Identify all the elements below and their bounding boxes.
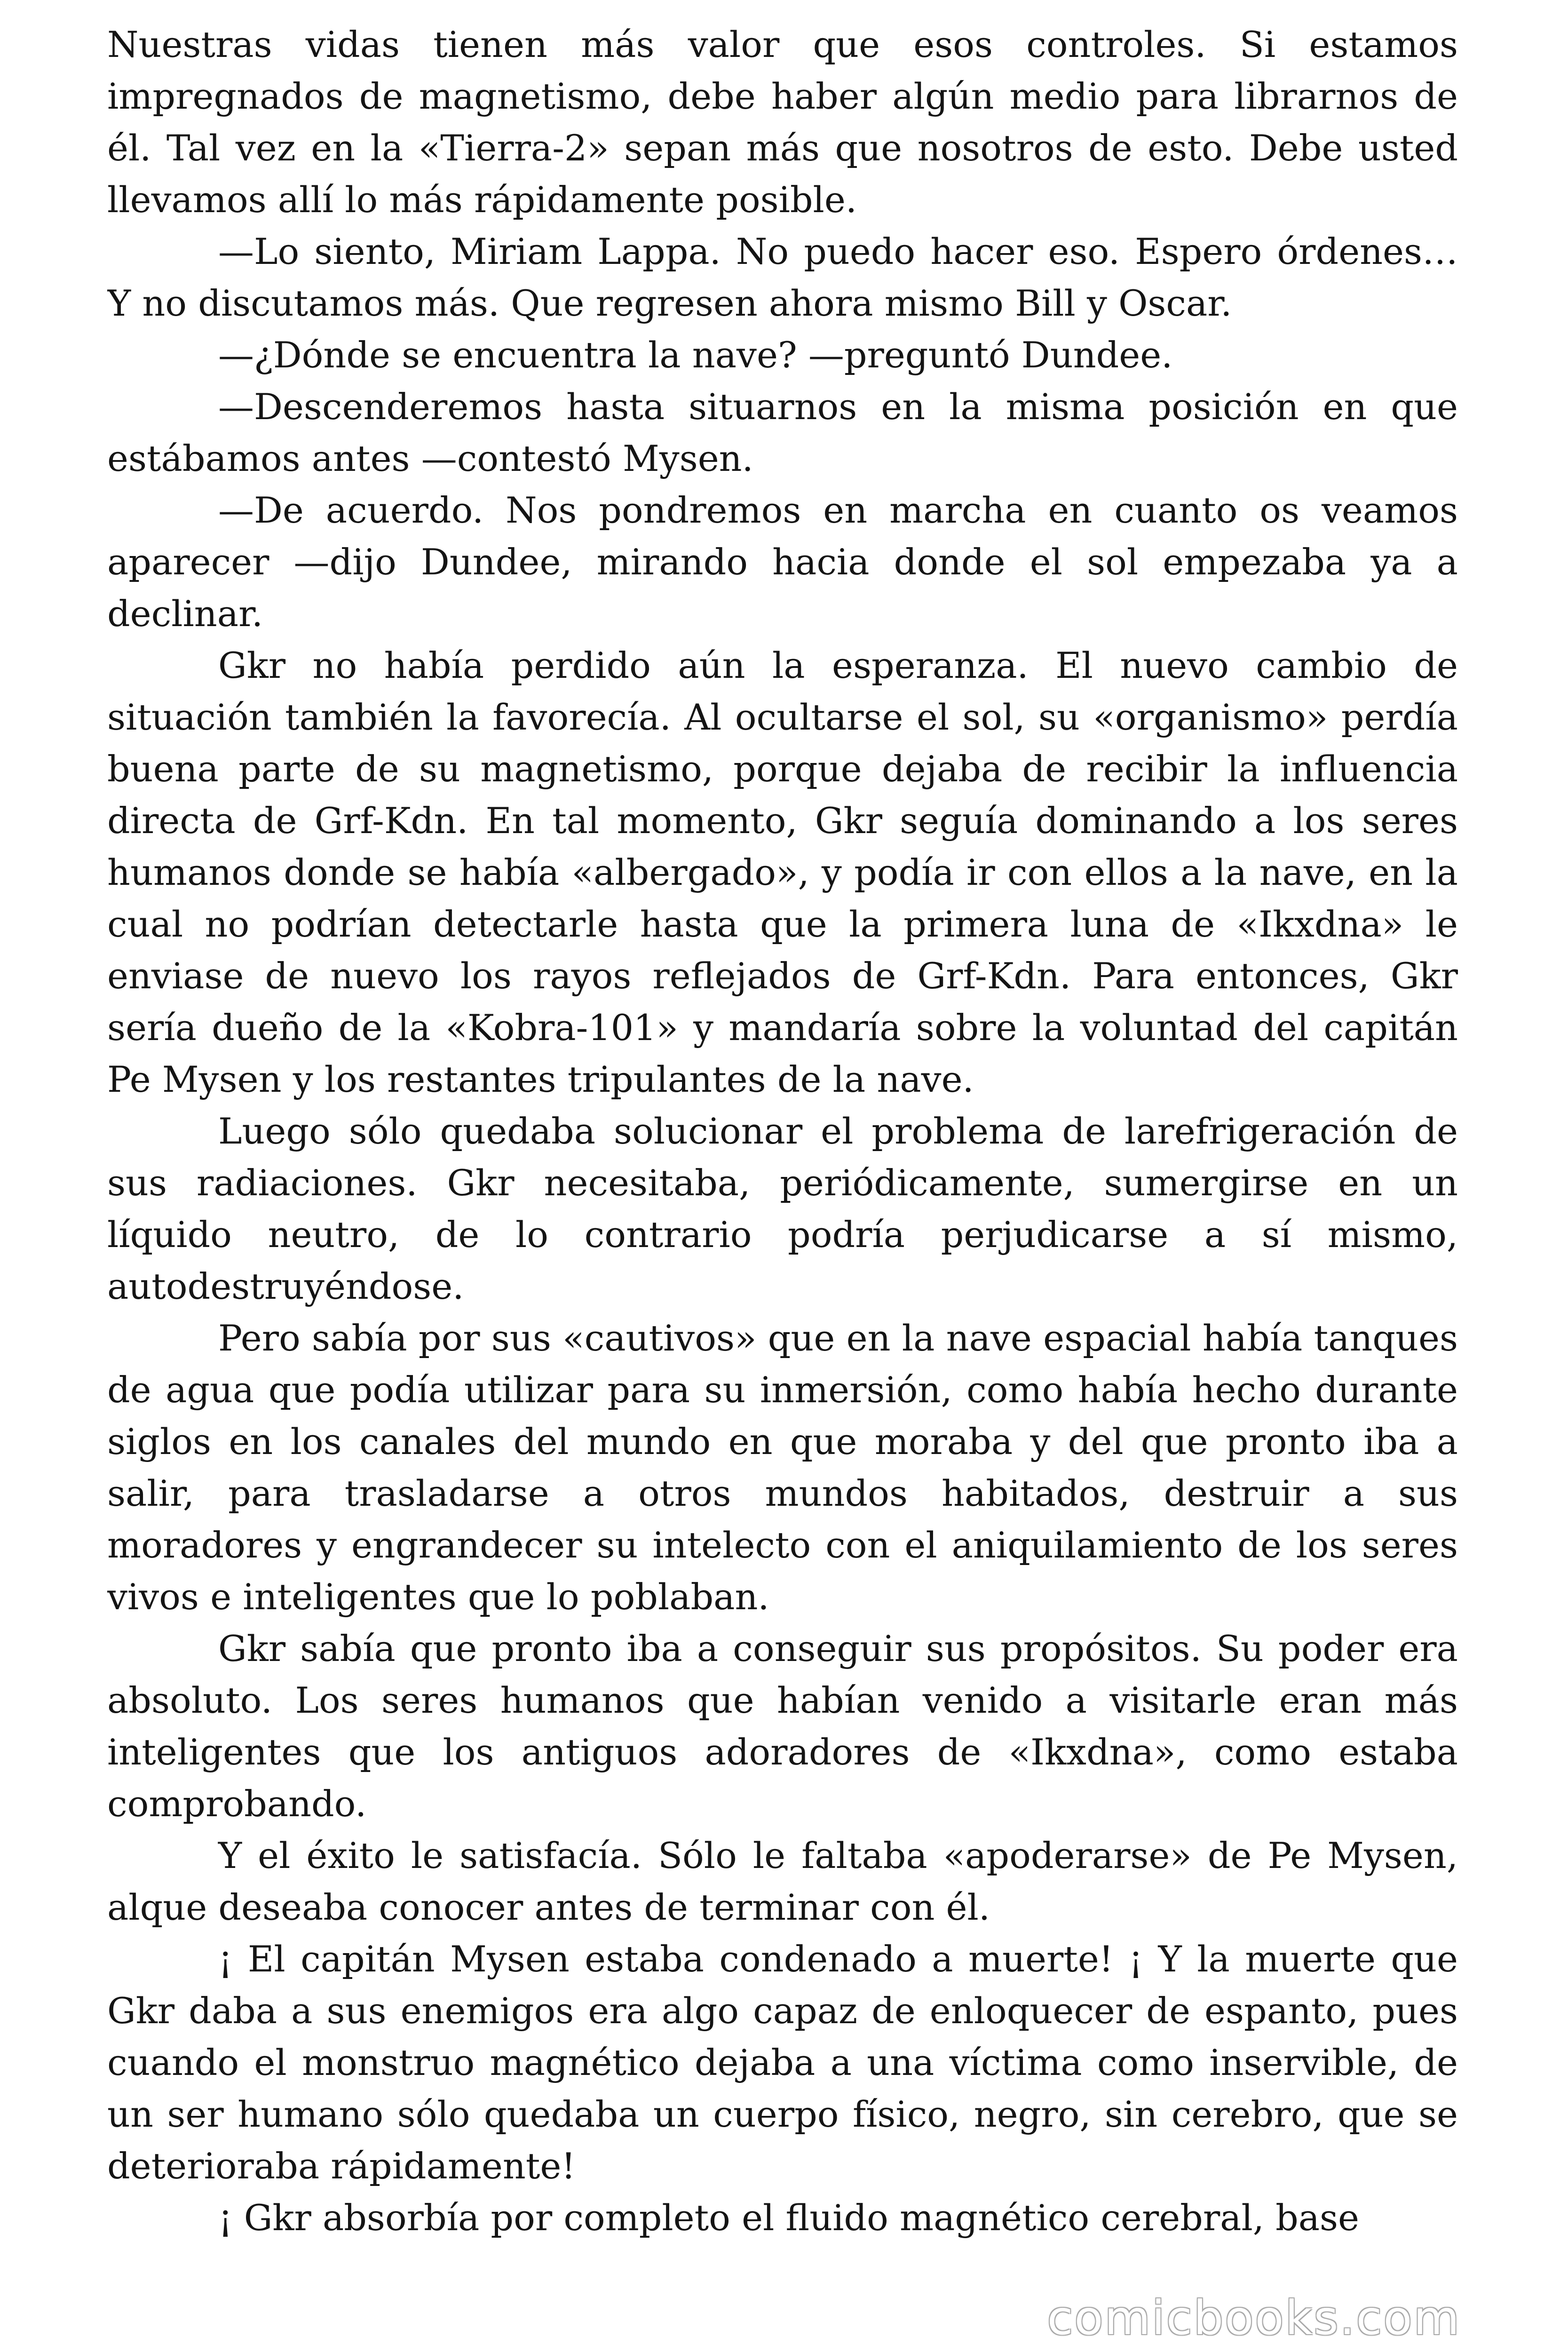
paragraph: Gkr sabía que pronto iba a conseguir sus propósitos. Su poder era absoluto. Los seres humanos que habían venido a visitarle eran más inteligentes que los antiguos adoradores de «Ikxdna», como estaba comprobando. xyxy=(107,1628,1458,1825)
paragraph: Y el éxito le satisfacía. Sólo le faltaba «apoderarse» de Pe Mysen, alque deseaba conocer antes de terminar con él. xyxy=(107,1835,1458,1928)
book-page xyxy=(107,19,1458,2343)
paragraph: Gkr no había perdido aún la esperanza. El nuevo cambio de situación también la favorecía. Al ocultarse el sol, su «organismo» perdía buena parte de su magnetismo, porque dejaba de recibir la influencia directa de Grf-Kdn. En tal momento, Gkr seguía dominando a los seres humanos donde se había «albergado», y podía ir con ellos a la nave, en la cual no podrían detectarle hasta que la primera luna de «Ikxdna» le enviase de nuevo los rayos reflejados de Grf-Kdn. Para entonces, Gkr sería dueño de la «Kobra-101» y mandaría sobre la voluntad del capitán Pe Mysen y los restantes tripulantes de la nave. xyxy=(107,644,1458,1100)
paragraph: ¡ Gkr absorbía por completo el fluido magnético cerebral, base xyxy=(218,2197,1360,2239)
paragraph: —¿Dónde se encuentra la nave? —preguntó Dundee. xyxy=(218,334,1173,376)
page-text-body xyxy=(107,19,1458,2244)
watermark-logo: comicbooks.com xyxy=(1047,2290,1461,2345)
paragraph: —Descenderemos hasta situarnos en la misma posición en que estábamos antes —contestó Mysen. xyxy=(107,386,1458,479)
paragraph: ¡ El capitán Mysen estaba condenado a muerte! ¡ Y la muerte que Gkr daba a sus enemigos era algo capaz de enloquecer de espanto, pues cuando el monstruo magnético dejaba a una víctima como inservible, de un ser humano sólo quedaba un cuerpo físico, negro, sin cerebro, que se deterioraba rápidamente! xyxy=(107,1938,1458,2187)
paragraph: Pero sabía por sus «cautivos» que en la nave espacial había tanques de agua que podía utilizar para su inmersión, como había hecho durante siglos en los canales del mundo en que moraba y del que pronto iba a salir, para trasladarse a otros mundos habitados, destruir a sus moradores y engrandecer su intelecto con el aniquilamiento de los seres vivos e inteligentes que lo poblaban. xyxy=(107,1317,1458,1618)
paragraph: Nuestras vidas tienen más valor que esos controles. Si estamos impregnados de magnetismo, debe haber algún medio para librarnos de él. Tal vez en la «Tierra-2» sepan más que nosotros de esto. Debe usted llevamos allí lo más rápidamente posible. xyxy=(107,24,1458,221)
paragraph: Luego sólo quedaba solucionar el problema de larefrigeración de sus radiaciones. Gkr necesitaba, periódicamente, sumergirse en un líquido neutro, de lo contrario podría perjudicarse a sí mismo, autodestruyéndose. xyxy=(107,1110,1458,1307)
paragraph: —Lo siento, Miriam Lappa. No puedo hacer eso. Espero órdenes… Y no discutamos más. Que regresen ahora mismo Bill y Oscar. xyxy=(107,230,1458,324)
paragraph: —De acuerdo. Nos pondremos en marcha en cuanto os veamos aparecer —dijo Dundee, mirando hacia donde el sol empezaba ya a declinar. xyxy=(107,489,1458,635)
